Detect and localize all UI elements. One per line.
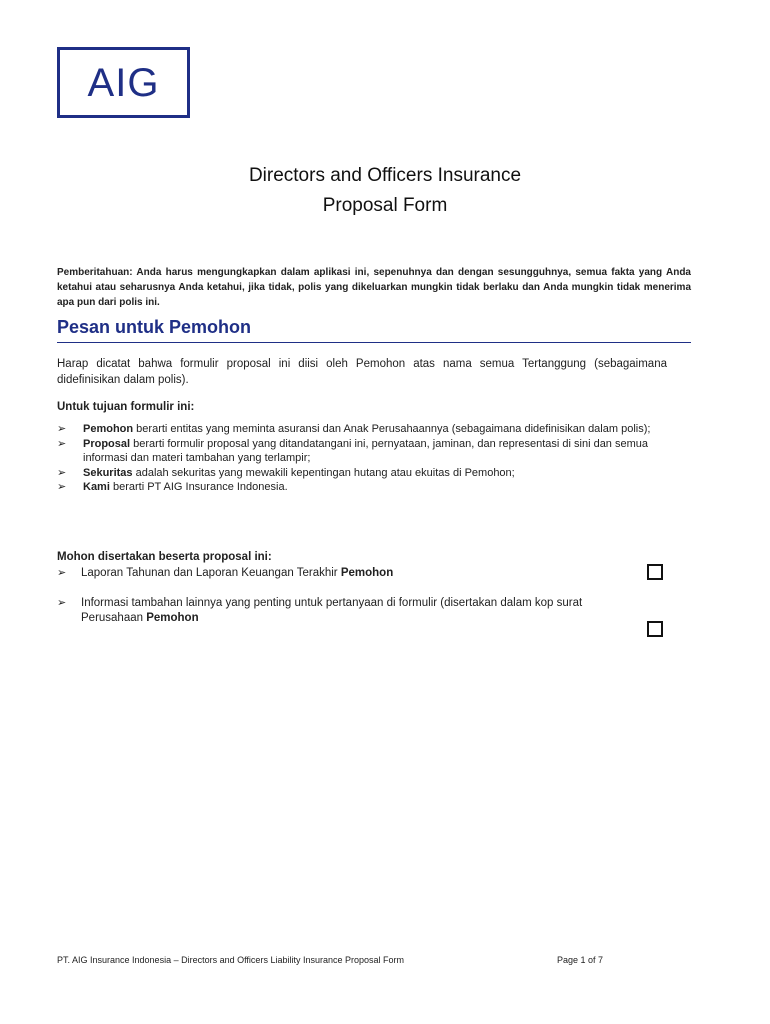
definition-item: [57, 480, 673, 495]
section-heading: Pesan untuk Pemohon: [57, 317, 691, 343]
definition-term: Kami: [83, 481, 110, 493]
logo-text: AIG: [87, 60, 160, 105]
definition-item: [57, 466, 673, 481]
arrow-right-icon: ➢: [57, 437, 67, 450]
definition-text: berarti formulir proposal yang ditandatangani ini, pernyataan, jaminan, dan representasi di sini dan semua informasi dan materi tambahan yang terlampir;: [83, 437, 648, 464]
definitions-list: [57, 422, 673, 495]
document-title-line1: Directors and Officers Insurance: [248, 165, 522, 186]
attachment-text: Laporan Tahunan dan Laporan Keuangan Terakhir: [81, 567, 341, 579]
definition-term: Proposal: [83, 437, 131, 450]
attachment-item-additional-info: [57, 596, 617, 626]
definition-item: [57, 437, 673, 466]
attachment-text: Informasi tambahan lainnya yang penting untuk pertanyaan di formulir (disertakan dalam kop surat Perusahaan: [81, 597, 583, 624]
purpose-heading: Untuk tujuan formulir ini:: [57, 401, 195, 413]
additional-info-checkbox[interactable]: [647, 621, 663, 637]
annual-report-checkbox[interactable]: [647, 564, 663, 580]
notice-text: Pemberitahuan: Anda harus mengungkapkan dalam aplikasi ini, sepenuhnya dan dengan sesungguhnya, semua fakta yang Anda ketahui atau seharusnya Anda ketahui, jika tidak, polis yang dikeluarkan mungkin tidak berlaku dan Anda mungkin tidak menerima apa pun dari polis ini.: [57, 267, 691, 308]
arrow-right-icon: ➢: [57, 597, 67, 609]
definition-text: berarti entitas yang meminta asuransi dan Anak Perusahaannya (sebagaimana didefinisikan dalam polis);: [133, 423, 651, 435]
attachment-item-annual-report: [57, 566, 617, 581]
definition-term: Pemohon: [83, 423, 134, 435]
attachment-term: Pemohon: [340, 567, 394, 579]
arrow-right-icon: ➢: [57, 567, 67, 579]
definition-text: berarti PT AIG Insurance Indonesia.: [109, 481, 288, 493]
arrow-right-icon: ➢: [57, 423, 67, 435]
document-title-line2: Proposal Form: [322, 195, 448, 216]
arrow-right-icon: ➢: [57, 481, 67, 493]
footer-document-name: PT. AIG Insurance Indonesia – Directors and Officers Liability Insurance Proposal Form: [57, 955, 404, 965]
intro-paragraph: Harap dicatat bahwa formulir proposal ini diisi oleh Pemohon atas nama semua Tertanggung (sebagaimana didefinisikan dalam polis).: [57, 358, 667, 386]
definition-item: [57, 422, 673, 437]
arrow-right-icon: ➢: [57, 466, 67, 479]
definition-term: Sekuritas: [83, 466, 133, 479]
definition-text: adalah sekuritas yang mewakili kepentingan hutang atau ekuitas di Pemohon;: [132, 466, 515, 479]
attachment-term: Pemohon: [146, 612, 199, 624]
footer-page-number: Page 1 of 7: [557, 955, 604, 965]
attachments-heading: Mohon disertakan beserta proposal ini:: [57, 551, 272, 563]
aig-logo: [57, 47, 190, 118]
